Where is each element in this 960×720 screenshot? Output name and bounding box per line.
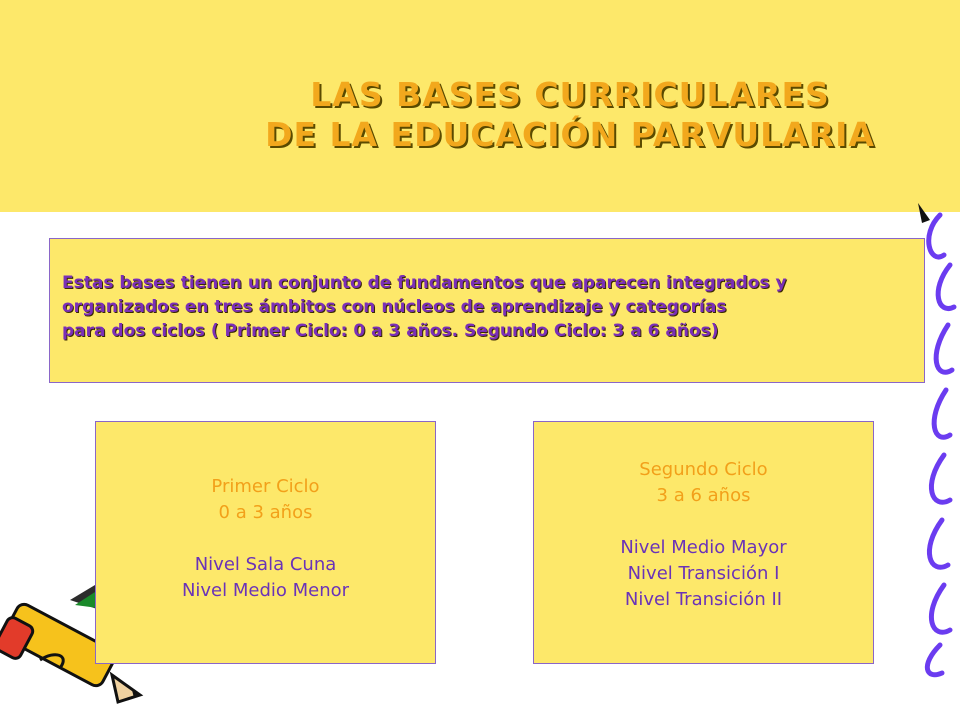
first-cycle-box	[95, 421, 436, 664]
cycle-title: Primer Ciclo	[211, 476, 320, 497]
second-cycle-box	[533, 421, 874, 664]
page-title	[200, 75, 940, 155]
intro-box	[49, 238, 925, 383]
cycle-level: Nivel Medio Menor	[181, 580, 350, 601]
cycle-level: Nivel Transición I	[627, 563, 780, 584]
cycle-age: 3 a 6 años	[656, 485, 751, 506]
intro-line: para dos ciclos ( Primer Ciclo: 0 a 3 años. Segundo Ciclo: 3 a 6 años)	[62, 321, 719, 341]
cycle-level: Nivel Transición II	[624, 589, 783, 610]
cycle-level: Nivel Medio Mayor	[620, 537, 787, 558]
title-line-1: LAS BASES CURRICULARES	[310, 75, 830, 114]
title-line-2: DE LA EDUCACIÓN PARVULARIA	[265, 115, 875, 154]
cycle-age: 0 a 3 años	[218, 502, 313, 523]
cycle-title: Segundo Ciclo	[639, 459, 768, 480]
cycle-level: Nivel Sala Cuna	[194, 554, 337, 575]
intro-text	[62, 271, 912, 343]
intro-line: Estas bases tienen un conjunto de fundamentos que aparecen integrados y	[62, 273, 787, 293]
intro-line: organizados en tres ámbitos con núcleos de aprendizaje y categorías	[62, 297, 727, 317]
